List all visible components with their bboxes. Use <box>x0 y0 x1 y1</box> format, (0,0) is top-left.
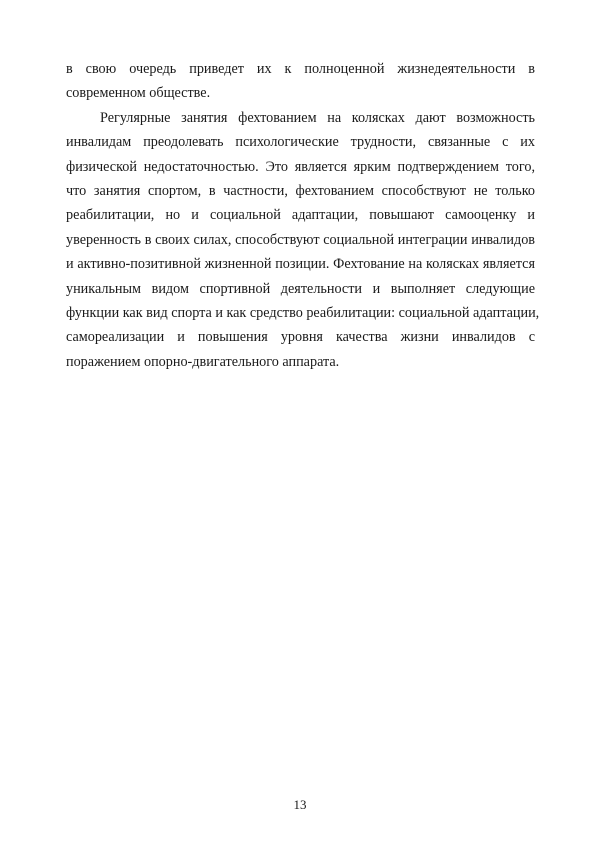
page-body <box>66 57 540 374</box>
text-line: что занятия спортом, в частности, фехтованием способствуют не только <box>66 182 535 199</box>
text-line: самореализации и повышения уровня качества жизни инвалидов с <box>66 329 535 346</box>
text-line: физической недостаточностью. Это является ярким подтверждением того, <box>66 158 535 175</box>
text-line: уникальным видом спортивной деятельности и выполняет следующие <box>66 280 535 297</box>
page-number: 13 <box>293 797 307 812</box>
text-line: функции как вид спорта и как средство реабилитации: социальной адаптации, <box>66 304 540 321</box>
text-line: современном обществе. <box>66 85 211 102</box>
text-line: реабилитации, но и социальной адаптации, повышают самооценку и <box>66 207 535 224</box>
text-line: в свою очередь приведет их к полноценной жизнедеятельности в <box>66 61 535 77</box>
paragraph-last-line: поражением опорно-двигательного аппарата. <box>66 353 340 370</box>
text-line: и активно-позитивной жизненной позиции. Фехтование на колясках является <box>66 256 535 273</box>
paragraph-first-line: Регулярные занятия фехтованием на колясках дают возможность <box>100 109 535 126</box>
text-line: инвалидам преодолевать психологические трудности, связанные с их <box>66 134 535 151</box>
text-line: уверенность в своих силах, способствуют социальной интеграции инвалидов <box>66 231 535 248</box>
